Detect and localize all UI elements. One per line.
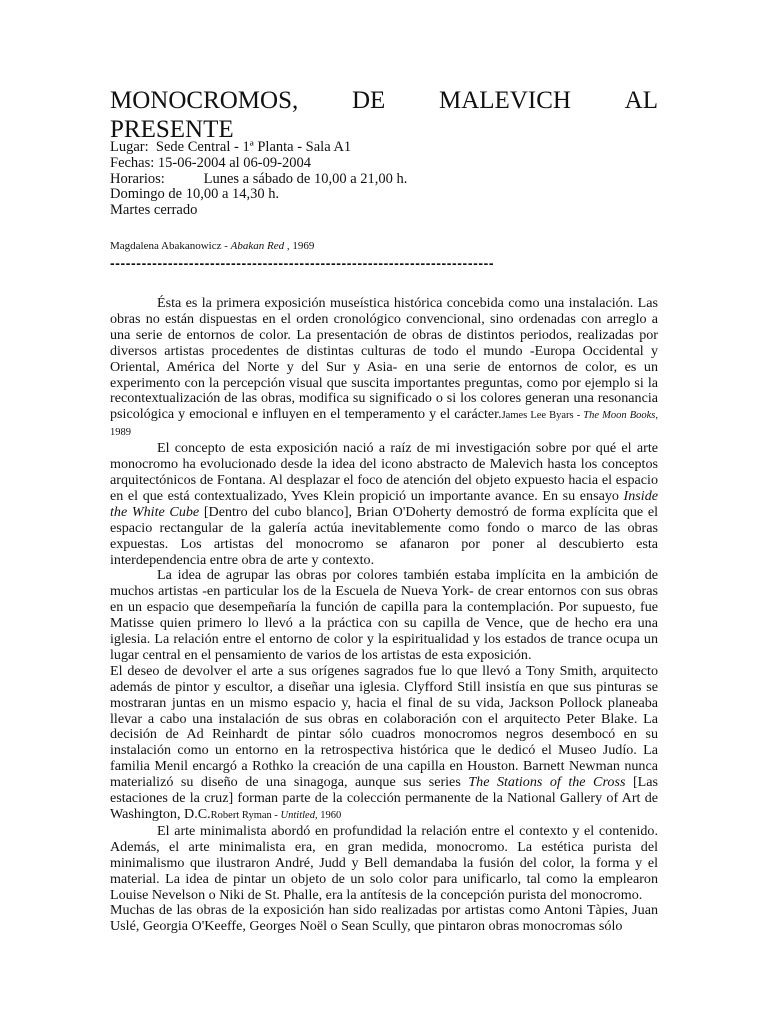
paragraph-text: [Dentro del cubo blanco], Brian O'Doherty demostró de forma explícita que el espacio rectangular de la galería actúa inevitablemente como fondo o marco de las obras expuestas. Los artistas del monocromo se afanaron por poner al descubierto esta interdependencia entre obra de arte y contexto. bbox=[110, 503, 659, 568]
caption-work: Abakan Red bbox=[230, 240, 285, 252]
title-word: AL bbox=[624, 87, 658, 114]
paragraph-text: [Las estaciones de la cruz] forman parte de la colección permanente de la National Gallery of Art de Washington, D.C. bbox=[110, 774, 658, 822]
info-lugar bbox=[110, 140, 407, 156]
paragraph-6: Muchas de las obras de la exposición han sido realizadas por artistas como Antoni Tàpies, Juan Uslé, Georgia O'Keeffe, Georges Noël o Sean Scully, que pintaron obras monocromas sólo bbox=[110, 902, 658, 935]
info-martes: Martes cerrado bbox=[110, 202, 198, 219]
caption-artist: Robert Ryman - bbox=[210, 810, 281, 821]
info-fechas: Fechas: 15-06-2004 al 06-09-2004 bbox=[110, 154, 311, 171]
paragraph-4 bbox=[110, 664, 658, 824]
caption-year: , 1989 bbox=[110, 410, 658, 439]
horarios-label: Horarios: bbox=[110, 170, 165, 187]
caption-artist: Magdalena Abakanowicz - bbox=[110, 240, 231, 252]
caption-artist: James Lee Byars - bbox=[501, 410, 584, 422]
paragraph-3: La idea de agrupar las obras por colores también estaba implícita en la ambición de muchos artistas -en particular los de la Escuela de Nueva York- de crear entornos con sus obras en un espacio que desempeñaría la función de capilla para la contemplación. Por supuesto, fue Matisse quien primero lo llevó a la práctica con su capilla de Vence, que de hecho era una iglesia. La relación entre el entorno de color y la espiritualidad y los estados de trance ocupa un lugar central en el pensamiento de varios de los artistas de esta exposición. bbox=[110, 567, 658, 663]
info-domingo: Domingo de 10,00 a 14,30 h. bbox=[110, 186, 280, 203]
inline-caption bbox=[211, 810, 342, 821]
paragraph-1 bbox=[110, 296, 658, 441]
series-title: The Stations of the Cross bbox=[468, 774, 626, 791]
title-line-1 bbox=[110, 86, 658, 115]
paragraph-text: El concepto de esta exposición nació a raíz de mi investigación sobre por qué el arte monocromo ha evolucionado desde la idea del icono abstracto de Malevich hasta los conceptos arquitectónicos de Fontana. Al desplazar el foco de atención del objeto expuesto hacia el espacio en el que está contextualizado, Yves Klein propició un importante avance. En su ensayo bbox=[110, 440, 658, 504]
caption-year: , 1960 bbox=[314, 810, 342, 821]
page-title bbox=[110, 86, 658, 144]
caption-work: Untitled bbox=[280, 810, 315, 821]
article-body bbox=[110, 296, 658, 935]
title-word: MALEVICH bbox=[439, 87, 571, 114]
separator-line: ------------------------------------------------------------------------- bbox=[110, 255, 495, 271]
title-word: MONOCROMOS, bbox=[110, 87, 299, 114]
image-caption bbox=[110, 240, 314, 252]
horarios-value: Lunes a sábado de 10,00 a 21,00 h. bbox=[203, 170, 408, 187]
paragraph-5: El arte minimalista abordó en profundidad la relación entre el contexto y el contenido. Además, el arte minimalista era, en gran medida, monocromo. La estética purista del minimalismo que ilustraron André, Judd y Bell demandaba la fusión del color, la forma y el material. La idea de pintar un objeto de un solo color para unificarlo, tal como la emplearon Louise Nevelson o Niki de St. Phalle, era la antítesis de la concepción purista del monocromo. bbox=[110, 822, 658, 903]
title-word: DE bbox=[351, 87, 386, 114]
lugar-label: Lugar: bbox=[110, 139, 149, 155]
caption-year: , 1969 bbox=[284, 240, 315, 252]
paragraph-text: El deseo de devolver el arte a sus orígenes sagrados fue lo que llevó a Tony Smith, arquitecto además de pintor y escultor, a diseñar una iglesia. Clyfford Still insistía en que sus pinturas se mostraran juntas en un mismo espacio y, hacia el final de su vida, Jackson Pollock planeaba llevar a cabo una instalación de sus obras en colaboración con el arquitecto Peter Blake. La decisión de Ad Reinhardt de pintar sólo cuadros monocromos negros desembocó en su instalación como un entorno en la retrospectiva histórica que le dedicó el Museo Judío. La familia Menil encargó a Rothko la creación de una capilla en Houston. Barnett Newman nunca materializó su diseño de una sinagoga, aunque sus series bbox=[110, 662, 658, 791]
info-horarios bbox=[110, 172, 407, 188]
book-title: Inside the White Cube bbox=[110, 487, 658, 520]
paragraph-2 bbox=[110, 441, 658, 568]
lugar-value: Sede Central - 1ª Planta - Sala A1 bbox=[155, 139, 352, 155]
title-line-2: PRESENTE bbox=[110, 116, 234, 143]
exhibition-info bbox=[110, 140, 407, 219]
caption-work: The Moon Books bbox=[583, 410, 656, 422]
paragraph-text: Ésta es la primera exposición museística histórica concebida como una instalación. Las obras no están dispuestas en el orden cronológico convencional, sino ordenadas con arreglo a una serie de entornos de color. La presentación de obras de distintos periodos, realizadas por diversos artistas procedentes de distintas culturas de todo el mundo -Europa Occidental y Oriental, América del Norte y del Sur y Asia- en una serie de entornos de color, es un experimento con la percepción visual que suscita importantes preguntas, como por ejemplo si la recontextualización de las obras, modifica su significado o si los colores generan una resonancia psicológica y emocional e influyen en el temperamento y el carácter. bbox=[110, 295, 658, 423]
